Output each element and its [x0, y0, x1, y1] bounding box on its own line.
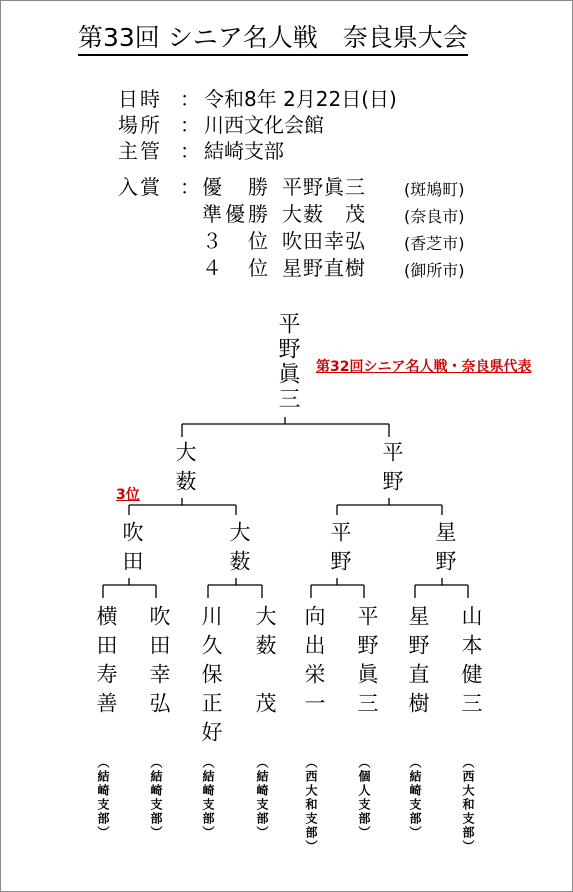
prize-name: 大薮 茂 [282, 202, 366, 226]
page-title: 第33回 シニア名人戦 奈良県大会 [78, 22, 468, 56]
prize-org: (香芝市) [404, 234, 465, 253]
semi-winner-right: 平野 [380, 441, 404, 499]
player-name: 吹田幸弘 [147, 605, 171, 721]
semi-winner-left: 大薮 [173, 441, 197, 499]
date-colon: ： [180, 87, 200, 111]
prize-org: (御所市) [404, 261, 465, 280]
player-name: 山本健三 [459, 605, 483, 721]
champion-note: 第32回シニア名人戦・奈良県代表 [316, 359, 532, 375]
player-org: （結崎支部） [408, 756, 422, 840]
player-org: （個人支部） [357, 756, 371, 840]
prize-org: (斑鳩町) [404, 180, 465, 199]
r1-winner-2: 大薮 [227, 521, 251, 579]
host-label: 主管 [118, 139, 162, 163]
champion-name: 平野眞三 [275, 312, 300, 412]
player-name: 川久保正好 [199, 605, 223, 750]
prize-org: (奈良市) [404, 207, 465, 226]
prize-place: 優 勝 [202, 175, 271, 199]
third-place-note: 3位 [116, 487, 140, 503]
player-org: （結崎支部） [255, 756, 269, 840]
player-name: 平野眞三 [355, 605, 379, 721]
prize-colon: ： [180, 175, 200, 199]
prize-place: ３ 位 [202, 229, 271, 253]
prize-name: 吹田幸弘 [282, 229, 366, 253]
player-org: （西大和支部） [304, 756, 318, 854]
player-name: 向出栄一 [302, 605, 326, 721]
player-org: （結崎支部） [149, 756, 163, 840]
host-colon: ： [180, 139, 200, 163]
prize-place: 準優勝 [202, 202, 271, 226]
r1-winner-3: 平野 [328, 521, 352, 579]
r1-winner-4: 星野 [433, 521, 457, 579]
prize-place: ４ 位 [202, 256, 271, 280]
prize-label: 入賞 [118, 175, 162, 199]
date-value: 令和8年 2月22日(日) [204, 87, 397, 111]
prize-name: 星野直樹 [282, 256, 366, 280]
player-org: （結崎支部） [201, 756, 215, 840]
place-label: 場所 [118, 113, 162, 137]
prize-name: 平野眞三 [282, 175, 366, 199]
r1-winner-1: 吹田 [120, 521, 144, 579]
host-value: 結崎支部 [204, 139, 284, 163]
date-label: 日時 [118, 87, 162, 111]
player-name: 大薮 茂 [253, 605, 277, 721]
player-org: （西大和支部） [461, 756, 475, 854]
place-value: 川西文化会館 [204, 113, 324, 137]
player-name: 横田寿善 [94, 605, 118, 721]
player-name: 星野直樹 [406, 605, 430, 721]
player-org: （結崎支部） [96, 756, 110, 840]
place-colon: ： [180, 113, 200, 137]
